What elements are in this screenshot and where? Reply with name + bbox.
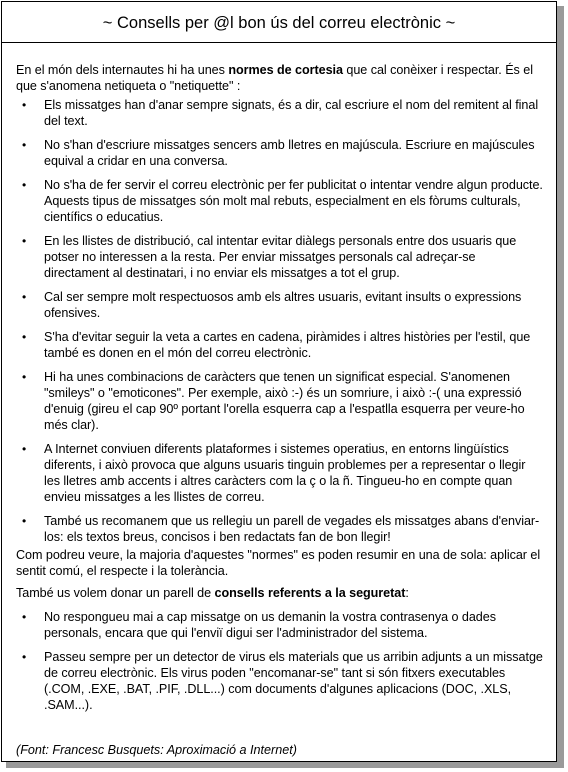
list-item bbox=[16, 513, 544, 545]
list-item bbox=[16, 329, 544, 361]
netiquette-rules-list bbox=[16, 97, 544, 545]
intro-bold-phrase: normes de cortesia bbox=[228, 63, 343, 77]
security-intro-text-start: També us volem donar un parell de bbox=[16, 586, 215, 600]
list-item-text: Els missatges han d'anar sempre signats, és a dir, cal escriure el nom del remitent al final del text. bbox=[44, 98, 539, 128]
list-item-text: A Internet conviuen diferents plataformes i sistemes operatius, en entorns lingüístics diferents, i això provoca que alguns usuaris tinguin problemes per a representar o llegir les lletres amb accents i altres caràcters com la ç o la ñ. Tingueu-ho en compte quan envieu missatges a les llistes de correu. bbox=[44, 442, 526, 504]
document-page bbox=[1, 1, 557, 762]
intro-text-start: En el món dels internautes hi ha unes bbox=[16, 63, 229, 77]
list-item-text: No respongueu mai a cap missatge on us demanin la vostra contrasenya o dades personals, encara que qui l'enviï digui ser l'administrador del sistema. bbox=[44, 610, 496, 640]
security-intro-paragraph bbox=[16, 585, 544, 601]
intro-text-end: que cal conèixer i respectar. És el que s'anomena netiqueta o "netiquette" : bbox=[16, 63, 533, 93]
list-item bbox=[16, 289, 544, 321]
list-item bbox=[16, 97, 544, 129]
source-citation: (Font: Francesc Busquets: Aproximació a Internet) bbox=[16, 743, 297, 757]
list-item-text: En les llistes de distribució, cal intentar evitar diàlegs personals entre dos usuaris que potser no interessen a la resta. Per enviar missatges personals cal adreçar-se directament al destinatari, i no enviar els missatges a tot el grup. bbox=[44, 234, 517, 280]
list-item bbox=[16, 233, 544, 281]
list-item-text: També us recomanem que us rellegiu un parell de vegades els missatges abans d'enviar-los: els textos breus, concisos i ben redactats fan de bon llegir! bbox=[44, 514, 540, 544]
list-item bbox=[16, 177, 544, 225]
bullet-icon: • bbox=[22, 290, 27, 304]
list-item-text: Passeu sempre per un detector de virus els materials que us arribin adjunts a un missatge de correu electrònic. Els virus poden "encomanar-se" tant si són fitxers executables (.COM, .EXE, .BAT, .PIF, .DLL...) com documents d'algunes aplicacions (DOC, .XLS, .SAM...). bbox=[44, 650, 543, 712]
bullet-icon: • bbox=[22, 370, 27, 384]
bullet-icon: • bbox=[22, 98, 27, 112]
list-item-text: S'ha d'evitar seguir la veta a cartes en cadena, piràmides i altres històries per l'estil, que també es donen en el món del correu electrònic. bbox=[44, 330, 531, 360]
security-tips-list bbox=[16, 609, 544, 713]
bullet-icon: • bbox=[22, 610, 27, 624]
bullet-icon: • bbox=[22, 442, 27, 456]
list-item bbox=[16, 609, 544, 641]
list-item-text: Hi ha unes combinacions de caràcters que tenen un significat especial. S'anomenen "smileys" o "emoticones". Per exemple, això :-) és un somriure, i això :-( una expressió d'enuig (gireu el cap 90º portant l'orella esquerra cap a l'espatlla esquerra per veure-ho més clar). bbox=[44, 370, 525, 432]
document-body bbox=[16, 62, 544, 721]
security-bold-phrase: consells referents a la seguretat bbox=[214, 586, 406, 600]
summary-paragraph: Com podreu veure, la majoria d'aquestes "normes" es poden resumir en una de sola: aplicar el sentit comú, el respecte i la tolerància. bbox=[16, 548, 541, 578]
bullet-icon: • bbox=[22, 234, 27, 248]
bullet-icon: • bbox=[22, 650, 27, 664]
bullet-icon: • bbox=[22, 178, 27, 192]
bullet-icon: • bbox=[22, 330, 27, 344]
bullet-icon: • bbox=[22, 138, 27, 152]
list-item bbox=[16, 649, 544, 713]
list-item-text: No s'ha de fer servir el correu electrònic per fer publicitat o intentar vendre algun producte. Aquests tipus de missatges són molt mal rebuts, especialment en els fòrums culturals, científics o educatius. bbox=[44, 178, 543, 224]
list-item-text: No s'han d'escriure missatges sencers amb lletres en majúscula. Escriure en majúscules equival a cridar en una conversa. bbox=[44, 138, 535, 168]
title-divider bbox=[2, 42, 556, 43]
bullet-icon: • bbox=[22, 514, 27, 528]
security-intro-text-end: : bbox=[405, 586, 409, 600]
intro-paragraph bbox=[16, 62, 544, 94]
list-item-text: Cal ser sempre molt respectuosos amb els altres usuaris, evitant insults o expressions ofensives. bbox=[44, 290, 522, 320]
list-item bbox=[16, 441, 544, 505]
page-title: ~ Consells per @l bon ús del correu electrònic ~ bbox=[102, 14, 456, 32]
list-item bbox=[16, 369, 544, 433]
list-item bbox=[16, 137, 544, 169]
